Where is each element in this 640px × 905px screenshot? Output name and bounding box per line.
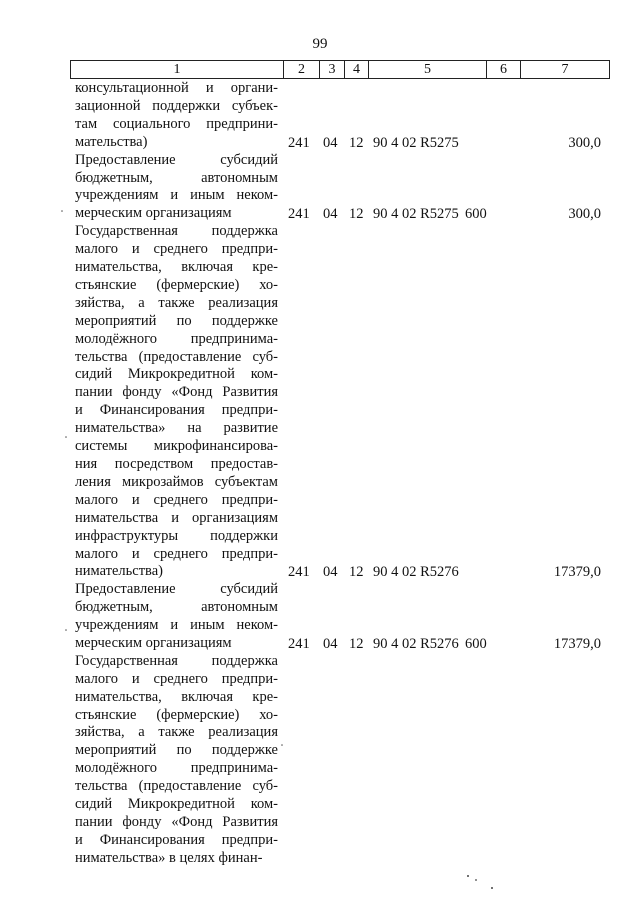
- cell-target-article: 90 4 02 R5276: [373, 635, 459, 652]
- cell-target-article: 90 4 02 R5275: [373, 206, 459, 223]
- description-line: бюджетным, автономным: [75, 169, 278, 186]
- cell-amount: 300,0: [568, 206, 601, 223]
- cell-section-code: 04: [323, 206, 338, 223]
- cell-amount: 300,0: [568, 134, 601, 151]
- description-line: зационной поддержки субъек-: [75, 97, 278, 114]
- cell-amount: 17379,0: [553, 564, 601, 581]
- cell-ministry-code: 241: [288, 206, 310, 223]
- cell-expense-type: 600: [465, 635, 487, 652]
- description-line: Государственная поддержка: [75, 652, 278, 669]
- description-line: молодёжного предпринима-: [75, 760, 278, 777]
- description-line: Предоставление субсидий: [75, 151, 278, 168]
- cell-subsection-code: 12: [349, 206, 364, 223]
- description-line: малого и среднего предпри-: [75, 491, 278, 508]
- description-line: ления микрозаймов субъектам: [75, 473, 278, 490]
- description-line: нимательства» в целях финан-: [75, 849, 263, 866]
- description-line: консультационной и органи-: [75, 80, 278, 96]
- cell-subsection-code: 12: [349, 635, 364, 652]
- cell-ministry-code: 241: [288, 134, 310, 151]
- row-codes: [0, 563, 640, 581]
- description-line: мероприятий по поддержке: [75, 742, 278, 759]
- description-line: малого и среднего предпри-: [75, 545, 278, 562]
- cell-section-code: 04: [323, 564, 338, 581]
- column-header-7: 7: [521, 61, 610, 79]
- description-line: сидий Микрокредитной ком-: [75, 796, 278, 813]
- description-line: пании фонду «Фонд Развития: [75, 813, 278, 830]
- description-line: учреждениям и иным неком-: [75, 187, 278, 204]
- description-line: тельства (предоставление суб-: [75, 348, 278, 365]
- column-header-6: 6: [487, 61, 521, 79]
- row-codes: [0, 850, 640, 868]
- description-line: Предоставление субсидий: [75, 581, 278, 598]
- description-line: малого и среднего предпри-: [75, 241, 278, 258]
- cell-section-code: 04: [323, 635, 338, 652]
- column-header-2: 2: [284, 61, 320, 79]
- description-line: малого и среднего предпри-: [75, 670, 278, 687]
- description-line: мероприятий по поддержке: [75, 312, 278, 329]
- description-line: там социального предприни-: [75, 115, 278, 132]
- description-line: и Финансирования предпри-: [75, 402, 278, 419]
- cell-ministry-code: 241: [288, 635, 310, 652]
- description-line: тельства (предоставление суб-: [75, 778, 278, 795]
- description-line: системы микрофинансирова-: [75, 438, 278, 455]
- cell-section-code: 04: [323, 134, 338, 151]
- description-line: ния посредством предостав-: [75, 455, 278, 472]
- cell-target-article: 90 4 02 R5275: [373, 134, 459, 151]
- column-header-5: 5: [369, 61, 487, 79]
- cell-amount: 17379,0: [553, 635, 601, 652]
- description-line: мерческим организациям: [75, 634, 232, 651]
- description-line: нимательства): [75, 563, 163, 580]
- column-header-table: [70, 60, 610, 79]
- column-header-3: 3: [320, 61, 345, 79]
- description-line: стьянские (фермерские) хо-: [75, 276, 278, 293]
- description-line: нимательства, включая кре-: [75, 259, 278, 275]
- description-line: нимательства, включая кре-: [75, 688, 278, 705]
- description-line: молодёжного предпринима-: [75, 330, 278, 347]
- cell-subsection-code: 12: [349, 564, 364, 581]
- row-description: [75, 223, 278, 581]
- description-line: инфраструктуры поддержки: [75, 527, 278, 544]
- description-line: мательства): [75, 133, 148, 150]
- row-codes: [0, 134, 640, 152]
- description-line: нимательства» на развитие: [75, 420, 278, 437]
- column-header-row: [71, 61, 610, 79]
- cell-target-article: 90 4 02 R5276: [373, 564, 459, 581]
- row-codes: [0, 635, 640, 653]
- description-line: нимательства и организациям: [75, 509, 278, 526]
- description-line: бюджетным, автономным: [75, 599, 278, 616]
- column-header-1: 1: [71, 61, 284, 79]
- description-line: зяйства, а также реализация: [75, 294, 278, 311]
- cell-ministry-code: 241: [288, 564, 310, 581]
- description-line: зяйства, а также реализация: [75, 724, 278, 741]
- description-line: учреждениям и иным неком-: [75, 617, 278, 633]
- description-line: пании фонду «Фонд Развития: [75, 384, 278, 401]
- cell-subsection-code: 12: [349, 134, 364, 151]
- cell-expense-type: 600: [465, 206, 487, 223]
- page-number: 99: [312, 36, 328, 52]
- description-line: сидий Микрокредитной ком-: [75, 366, 278, 383]
- description-line: стьянские (фермерские) хо-: [75, 706, 278, 723]
- description-line: Государственная поддержка: [75, 223, 278, 240]
- column-header-4: 4: [345, 61, 369, 79]
- row-codes: [0, 205, 640, 223]
- row-description: [75, 653, 278, 868]
- description-line: мерческим организациям: [75, 205, 232, 222]
- description-line: и Финансирования предпри-: [75, 831, 278, 848]
